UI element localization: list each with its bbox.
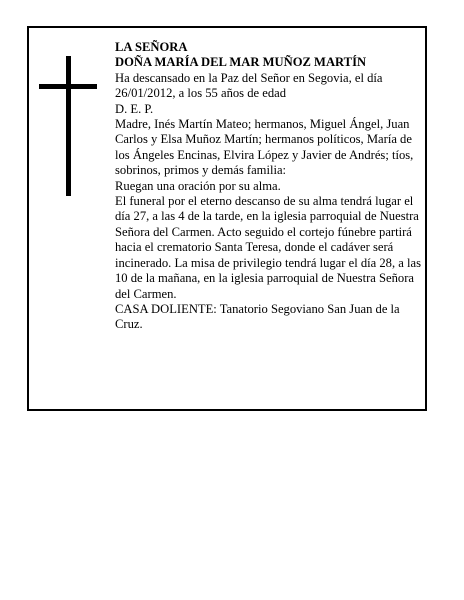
dep-line: D. E. P. <box>115 101 154 116</box>
prayer-line: Ruegan una oración por su alma. <box>115 178 281 193</box>
mourning-house: CASA DOLIENTE: Tanatorio Segoviano San Juan de la Cruz. <box>115 301 400 332</box>
deceased-name: DOÑA MARÍA DEL MAR MUÑOZ MARTÍN <box>115 55 367 70</box>
cross-horizontal-bar <box>39 84 97 89</box>
obituary-text <box>115 40 425 333</box>
family-list: Madre, Inés Martín Mateo; hermanos, Miguel Ángel, Juan Carlos y Elsa Muñoz Martín; hermanos políticos, María de los Ángeles Encinas, Elvira López y Javier de Andrés; tíos, sobrinos, primos y demás familia: <box>115 117 414 178</box>
funeral-details: El funeral por el eterno descanso de su alma tendrá lugar el día 27, a las 4 de la tarde, en la iglesia parroquial de Nuestra Señora del Carmen. Acto seguido el cortejo fúnebre partirá hacia el crematorio Santa Teresa, donde el cadáver será incinerado. La misa de privilegio tendrá lugar el día 28, a las 10 de la mañana, en la iglesia parroquial de Nuestra Señora del Carmen. <box>115 194 421 301</box>
death-line: Ha descansado en la Paz del Señor en Segovia, el día 26/01/2012, a los 55 años de edad <box>115 70 383 101</box>
cross-vertical-bar <box>66 56 71 196</box>
notice-title: LA SEÑORA <box>115 40 188 54</box>
